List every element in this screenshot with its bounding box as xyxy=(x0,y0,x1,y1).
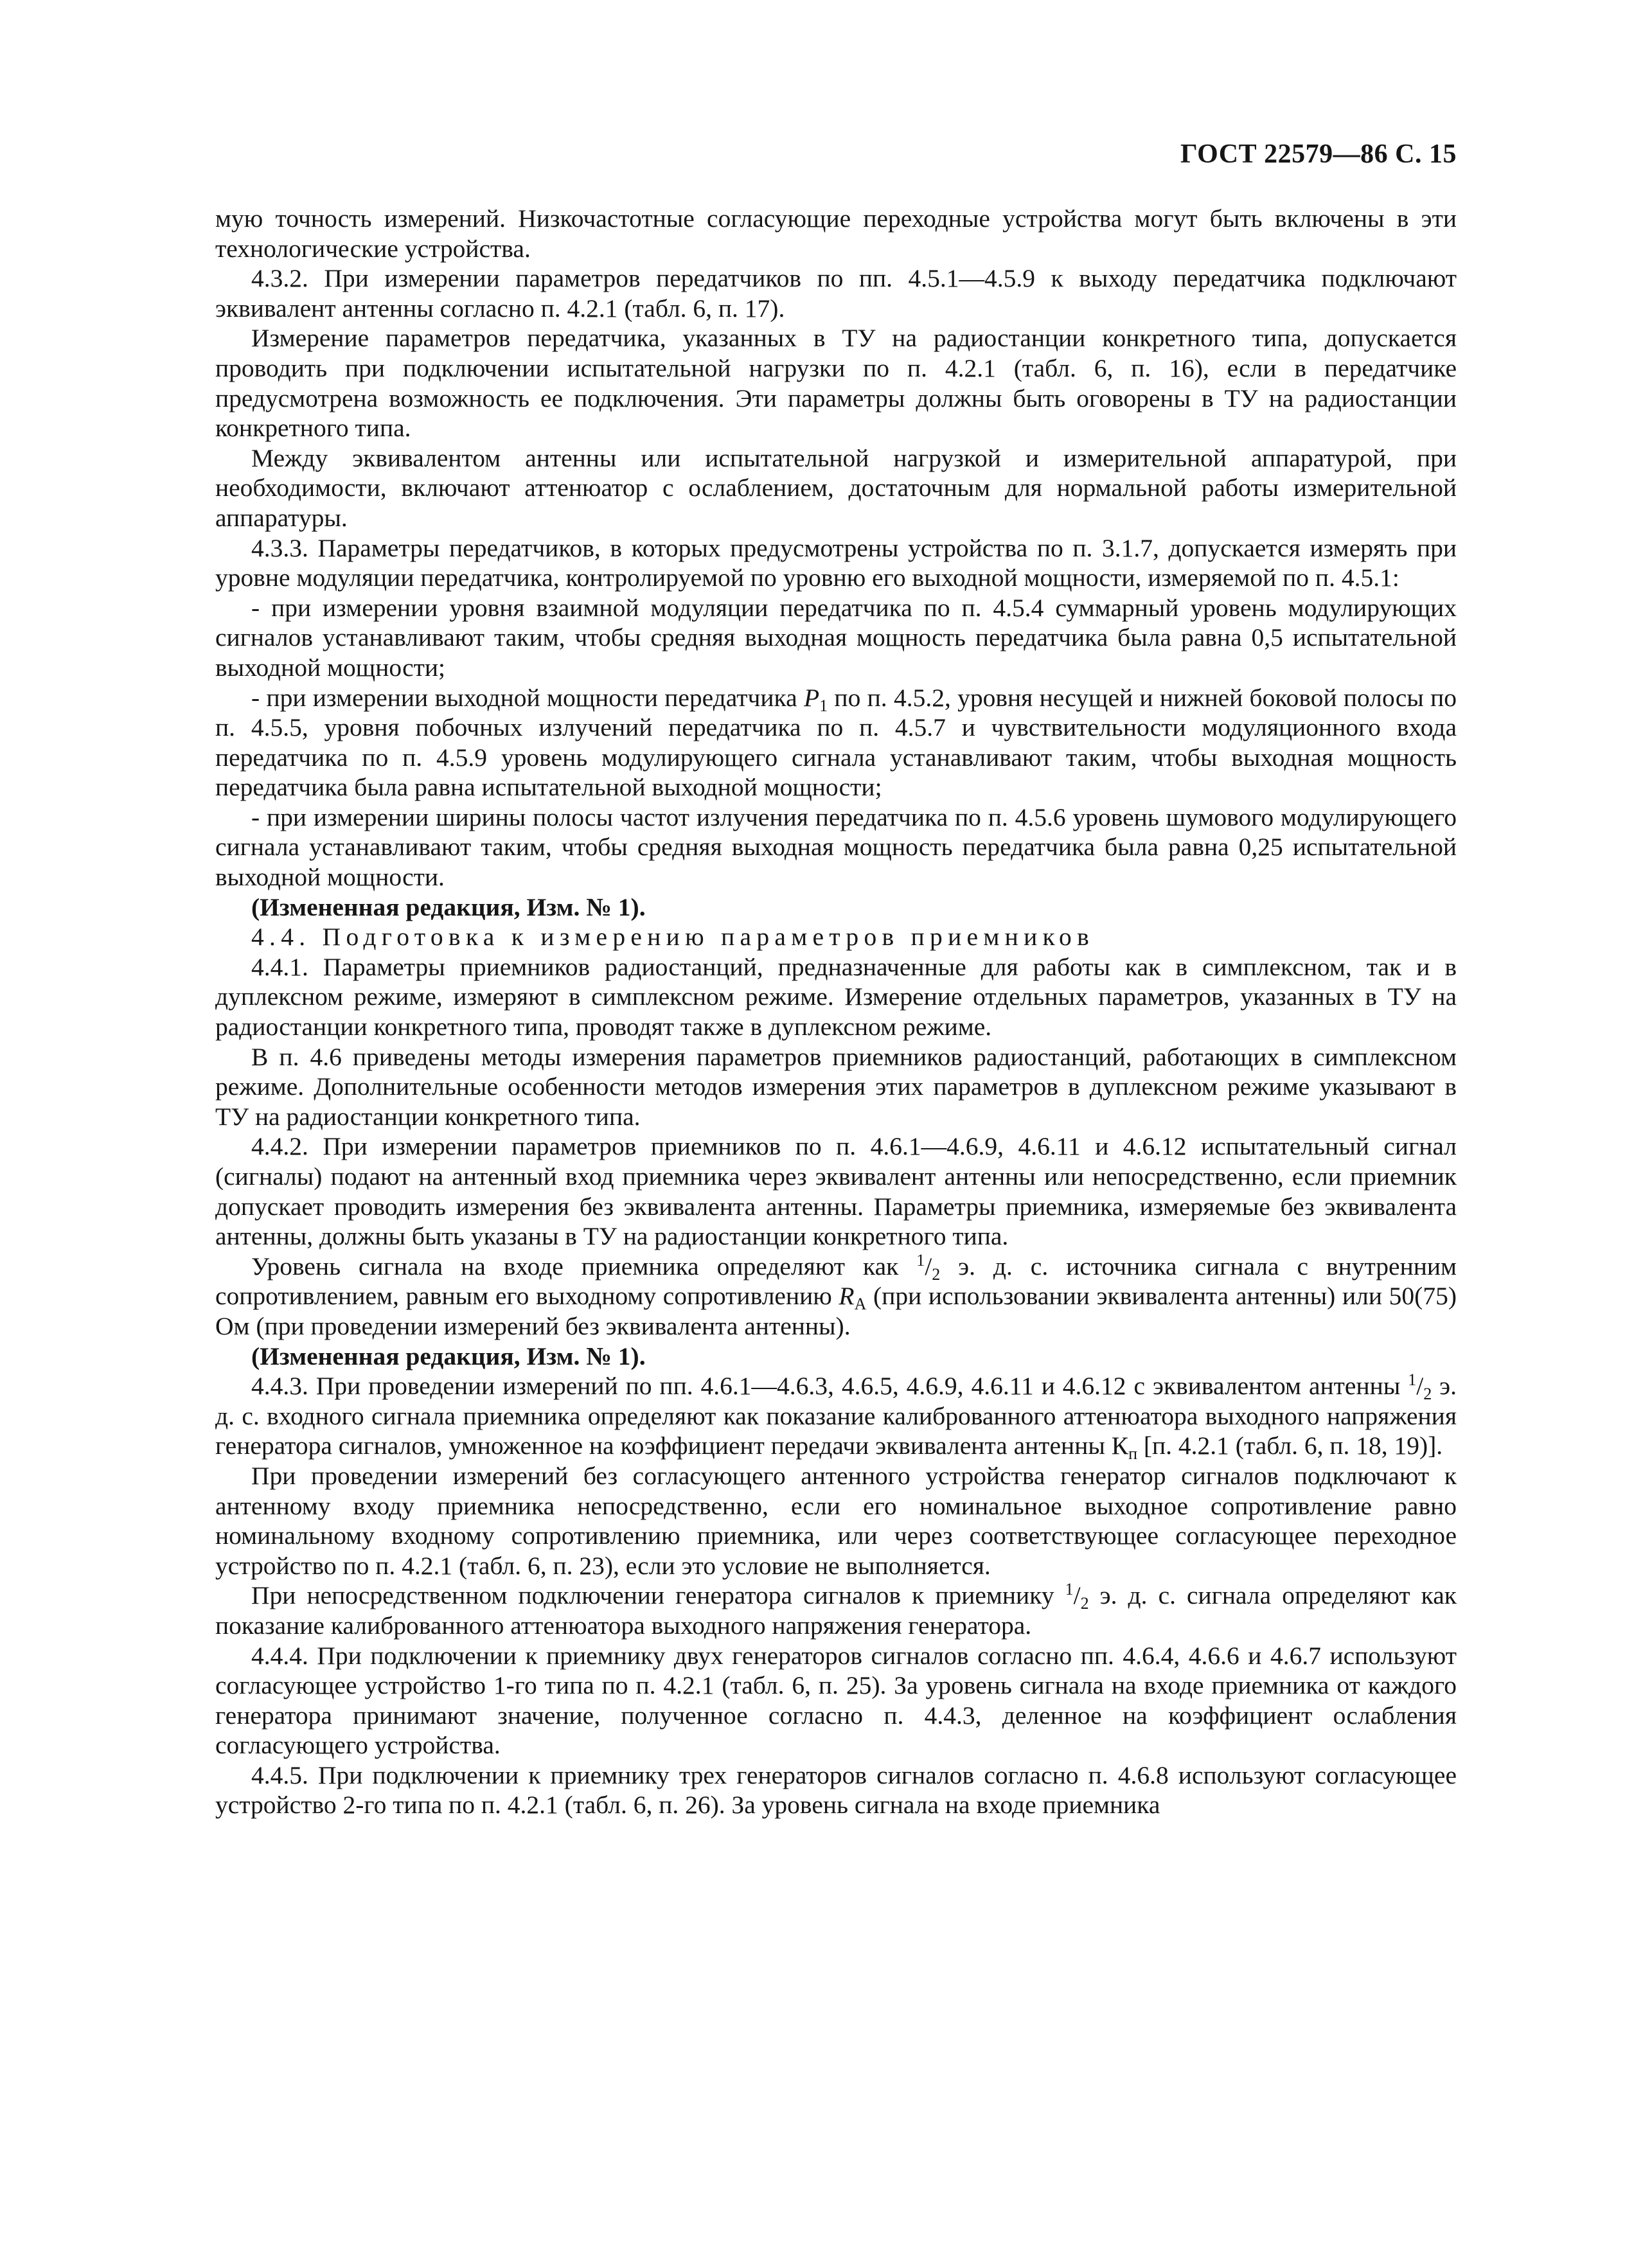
list-item-intermodulation: - при измерении уровня взаимной модуляции передатчика по п. 4.5.4 суммарный уровень модулирующих сигналов устанавливают таким, чтобы средняя выходная мощность передатчика была равна 0,5 испытательной выходной мощности; xyxy=(215,593,1457,682)
list-item-output-power: - при измерении выходной мощности передатчика $P_1$ по п. 4.5.2, уровня несущей и нижней боковой полосы по п. 4.5.5, уровня побочных излучений передатчика по п. 4.5.7 и чувствительности модуляционного входа передатчика по п. 4.5.9 уровень модулирующего сигнала устанавливают таким, чтобы выходная мощность передатчика была равна испытательной выходной мощности; xyxy=(215,683,1457,802)
symbol-r: R xyxy=(839,1282,855,1311)
paragraph-4-4-2: 4.4.2. При измерении параметров приемников по п. 4.6.1—4.6.9, 4.6.11 и 4.6.12 испытательный сигнал (сигналы) подают на антенный вход приемника через эквивалент антенны или непосредственно, если приемник допускает проводить измерения без эквивалента антенны. Параметры приемника, измеряемые без эквивалента антенны, должны быть указаны в ТУ на радиостанции конкретного типа. xyxy=(215,1132,1457,1251)
document-page xyxy=(215,138,1457,1820)
paragraph-attenuator: Между эквивалентом антенны или испытательной нагрузкой и измерительной аппаратурой, при необходимости, включают аттенюатор с ослаблением, достаточным для нормальной работы измерительной аппаратуры. xyxy=(215,443,1457,532)
paragraph-no-matching-device: При проведении измерений без согласующего антенного устройства генератор сигналов подключают к антенному входу приемника непосредственно, если его номинальное выходное сопротивление равно номинальному входному сопротивлению приемника, или через соответствующее согласующее переходное устройство по п. 4.2.1 (табл. 6, п. 23), если это условие не выполняется. xyxy=(215,1461,1457,1580)
amendment-note: (Измененная редакция, Изм. № 1). xyxy=(251,1342,646,1370)
section-heading-4-4: 4.4. Подготовка к измерению параметров приемников xyxy=(251,923,1095,952)
amendment-note: (Измененная редакция, Изм. № 1). xyxy=(251,892,646,921)
symbol-p: P xyxy=(803,683,820,712)
paragraph-4-4-4: 4.4.4. При подключении к приемнику двух генераторов сигналов согласно пп. 4.6.4, 4.6.6 и 4.6.7 используют согласующее устройство 1-го типа по п. 4.2.1 (табл. 6, п. 25). За уровень сигнала на входе приемника от каждого генератора принимают значение, полученное согласно п. 4.4.3, деленное на коэффициент ослабления согласующего устройства. xyxy=(215,1641,1457,1760)
paragraph-signal-level: Уровень сигнала на входе приемника определяют как $^1/_2$ э. д. с. источника сигнала с внутренним сопротивлением, равным его выходному сопротивлению $R_A$ (при использовании эквивалента антенны) или 50(75) Ом (при проведении измерений без эквивалента антенны). xyxy=(215,1250,1457,1340)
paragraph-4-3-3: 4.3.3. Параметры передатчиков, в которых предусмотрены устройства по п. 3.1.7, допускается измерять при уровне модуляции передатчика, контролируемой по уровню его выходной мощности, измеряемой по п. 4.5.1: xyxy=(215,533,1457,592)
paragraph-section-4-6: В п. 4.6 приведены методы измерения параметров приемников радиостанций, работающих в симплексном режиме. Дополнительные особенности методов измерения этих параметров в дуплексном режиме указывают в ТУ на радиостанции конкретного типа. xyxy=(215,1042,1457,1131)
paragraph-4-3-2: 4.3.2. При измерении параметров передатчиков по пп. 4.5.1—4.5.9 к выходу передатчика подключают эквивалент антенны согласно п. 4.2.1 (табл. 6, п. 17). xyxy=(215,264,1457,323)
paragraph-continuation: мую точность измерений. Низкочастотные согласующие переходные устройства могут быть включены в эти технологические устройства. xyxy=(215,204,1457,263)
paragraph-test-load: Измерение параметров передатчика, указанных в ТУ на радиостанции конкретного типа, допускается проводить при подключении испытательной нагрузки по п. 4.2.1 (табл. 6, п. 16), если в передатчике предусмотрена возможность ее подключения. Эти параметры должны быть оговорены в ТУ на радиостанции конкретного типа. xyxy=(215,324,1457,443)
list-item-bandwidth: - при измерении ширины полосы частот излучения передатчика по п. 4.5.6 уровень шумового модулирующего сигнала устанавливают таким, чтобы средняя выходная мощность передатчика была равна 0,25 испытательной выходной мощности. xyxy=(215,802,1457,892)
paragraph-4-4-3: 4.4.3. При проведении измерений по пп. 4.6.1—4.6.3, 4.6.5, 4.6.9, 4.6.11 и 4.6.12 с эквивалентом антенны $^1/_2$ э. д. с. входного сигнала приемника определяют как показание калиброванного аттенюатора выходного напряжения генератора сигналов, умноженное на коэффициент передачи эквивалента антенны $К_п$ [п. 4.2.1 (табл. 6, п. 18, 19)]. xyxy=(215,1370,1457,1464)
paragraph-4-4-1: 4.4.1. Параметры приемников радиостанций, предназначенные для работы как в симплексном, так и в дуплексном режиме, измеряют в симплексном режиме. Измерение отдельных параметров, указанных в ТУ на радиостанции конкретного типа, проводят также в дуплексном режиме. xyxy=(215,952,1457,1041)
running-header: ГОСТ 22579—86 С. 15 xyxy=(1180,139,1457,169)
paragraph-4-4-5: 4.4.5. При подключении к приемнику трех генераторов сигналов согласно п. 4.6.8 используют согласующее устройство 2-го типа по п. 4.2.1 (табл. 6, п. 26). За уровень сигнала на входе приемника xyxy=(215,1760,1457,1820)
paragraph-direct-connection: При непосредственном подключении генератора сигналов к приемнику $^1/_2$ э. д. с. сигнала определяют как показание калиброванного аттенюатора выходного напряжения генератора. xyxy=(215,1580,1457,1640)
